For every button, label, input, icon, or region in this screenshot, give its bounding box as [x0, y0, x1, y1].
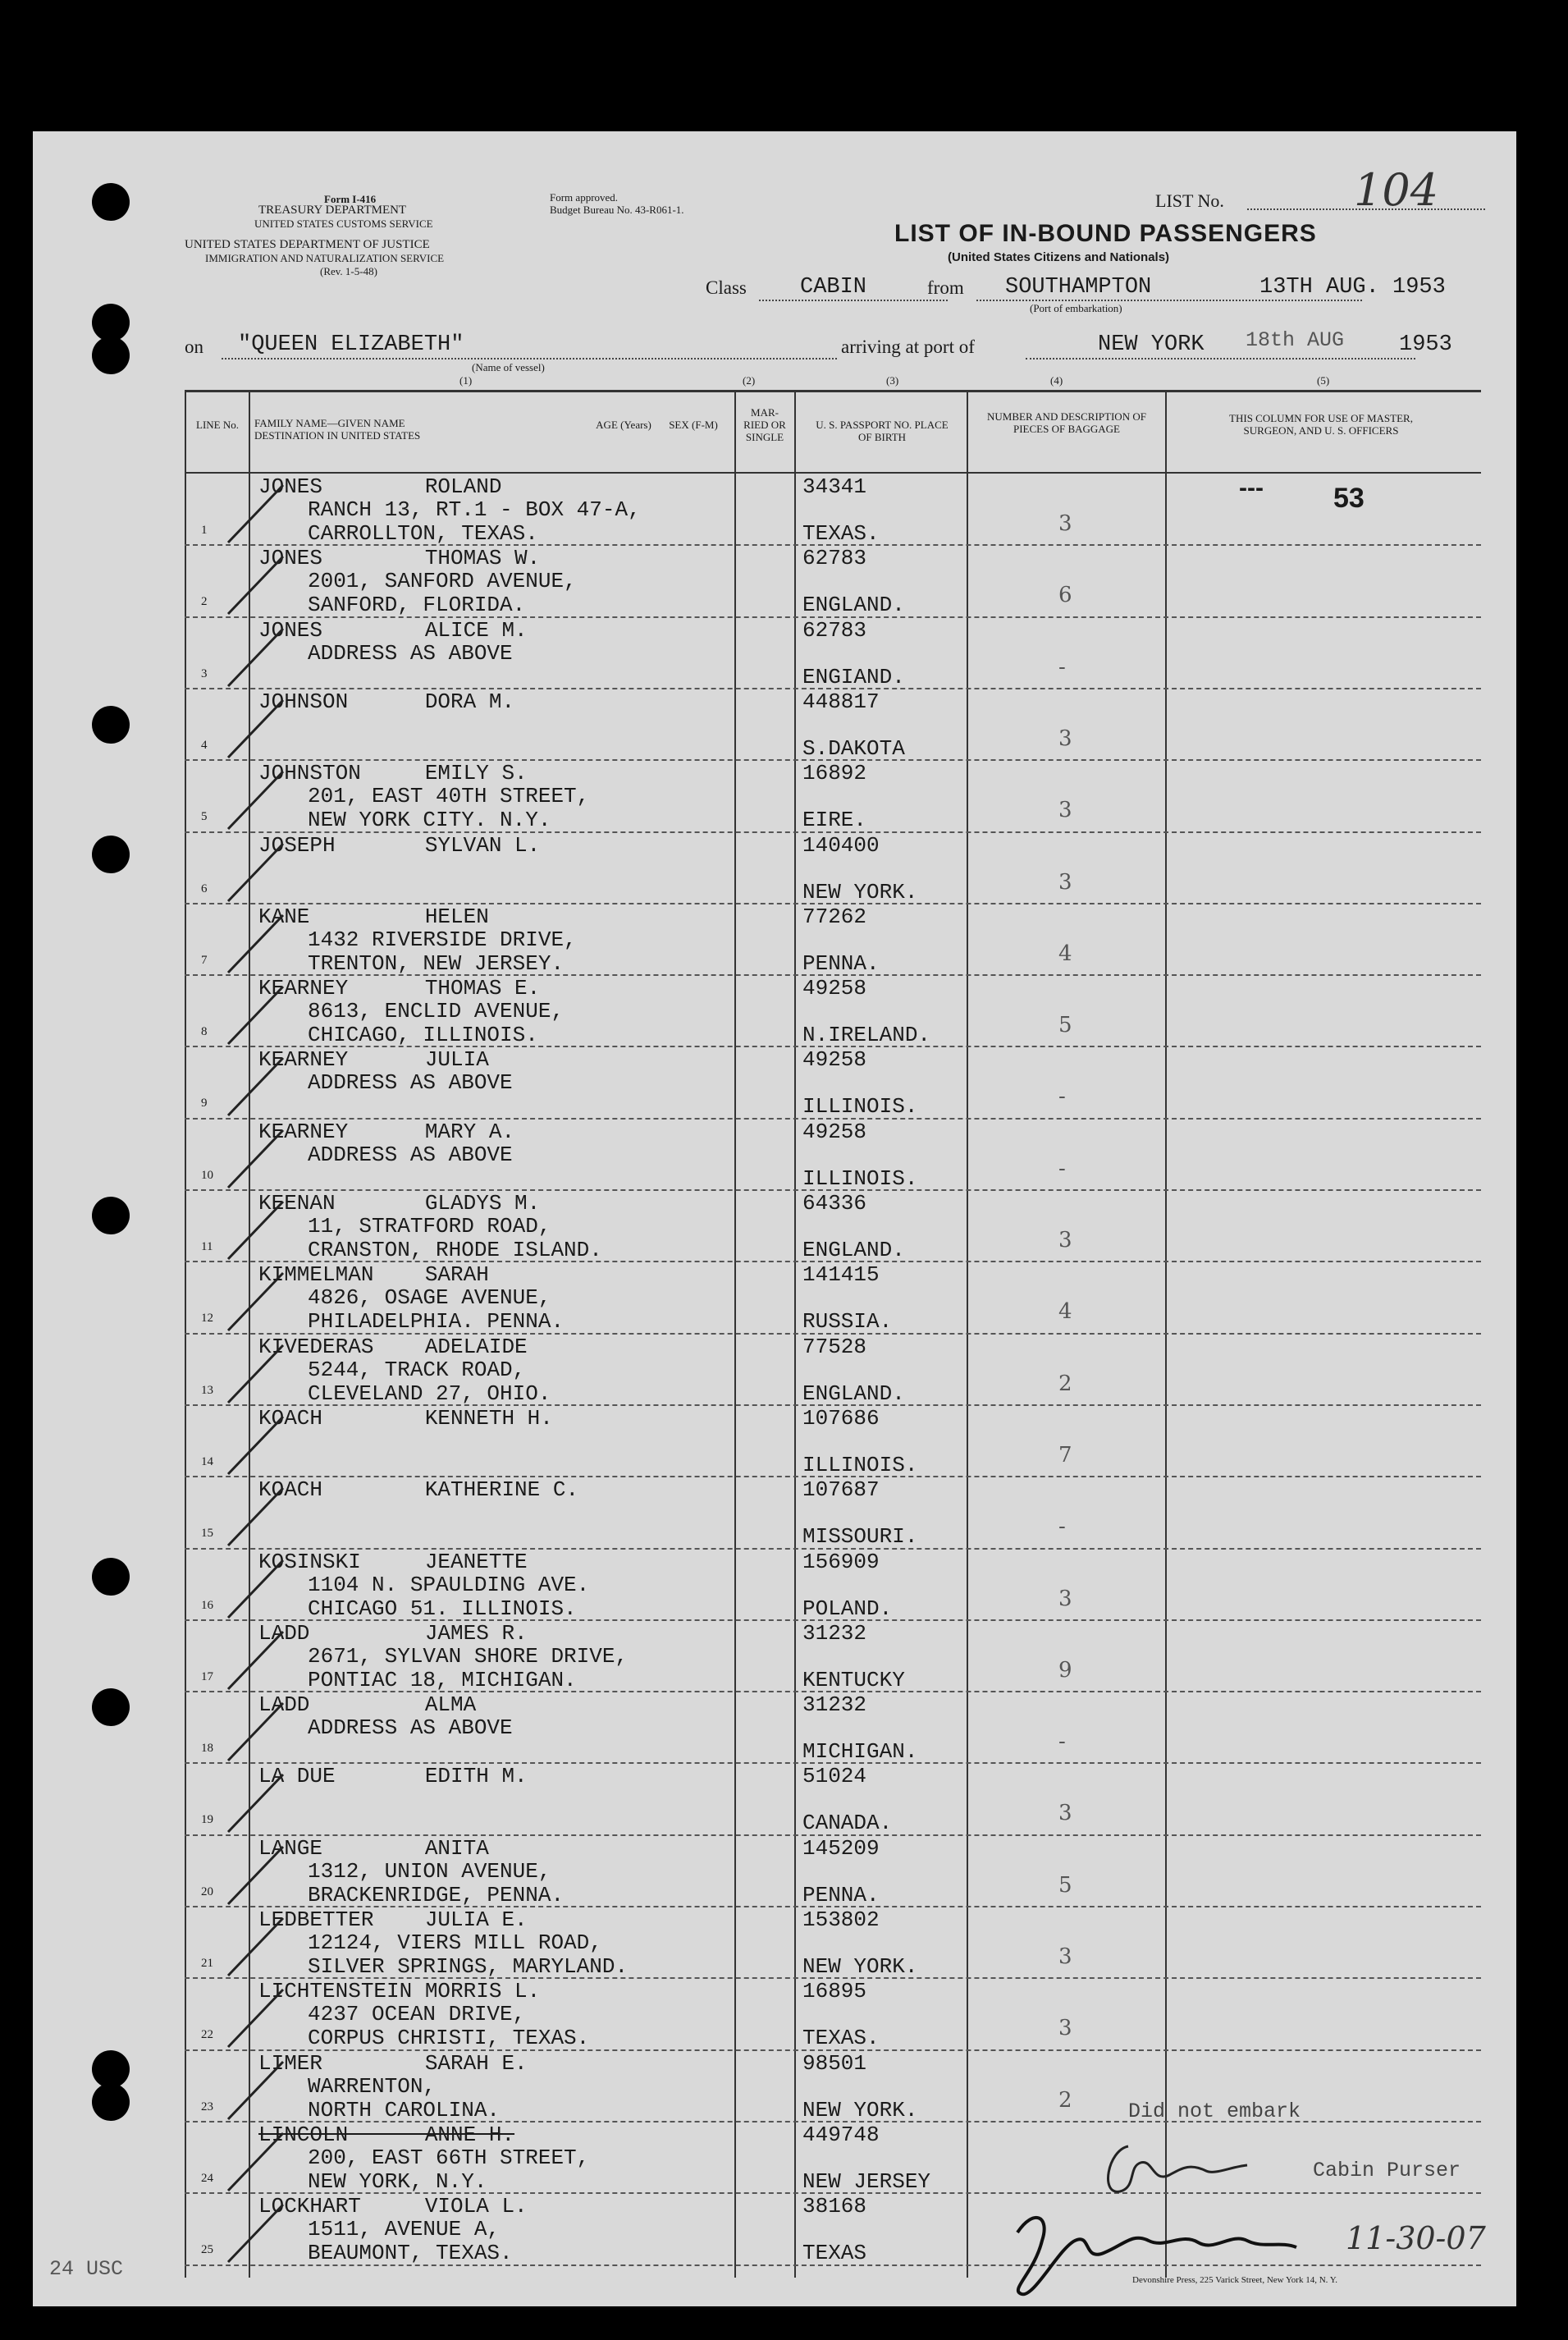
baggage-count: 5: [1058, 1013, 1072, 1038]
passenger-address-1: ADDRESS AS ABOVE: [308, 1715, 513, 1741]
passenger-address-1: 201, EAST 40TH STREET,: [308, 784, 590, 809]
arrival-year: 1953: [1399, 332, 1452, 357]
baggage-count: -: [1058, 1156, 1066, 1181]
col-header-married: MAR-RIED OR SINGLE: [743, 406, 786, 443]
baggage-count: 6: [1058, 583, 1072, 608]
col-num-4: (4): [1050, 374, 1063, 387]
check-mark: [222, 1554, 295, 1628]
col-header-name: FAMILY NAME—GIVEN NAME DESTINATION IN UNITED STATES: [254, 417, 421, 442]
col-header-line: LINE No.: [196, 419, 239, 431]
passenger-address-2: PHILADELPHIA. PENNA.: [308, 1309, 565, 1335]
passport-number: 16895: [802, 1979, 867, 2004]
passport-number: 31232: [802, 1620, 867, 1646]
place-of-birth: ILLINOIS.: [802, 1452, 918, 1477]
list-no-label: LIST No.: [1155, 190, 1224, 211]
passenger-name: JONES ROLAND: [258, 474, 502, 499]
line-number: 2: [201, 595, 208, 609]
baggage-count: 9: [1058, 1657, 1072, 1683]
baggage-count: 2: [1058, 2087, 1072, 2113]
passenger-name: JONES THOMAS W.: [258, 546, 541, 571]
place-of-birth: S.DAKOTA: [802, 735, 905, 761]
check-mark: [222, 980, 295, 1054]
passport-number: 153802: [802, 1907, 880, 1932]
place-of-birth: CANADA.: [802, 1811, 893, 1836]
line-number: 20: [201, 1884, 213, 1898]
line-number: 23: [201, 2100, 213, 2113]
corner-note: 24 USC: [49, 2257, 124, 2281]
line-number: 15: [201, 1527, 213, 1541]
baggage-count: -: [1058, 654, 1066, 680]
passport-number: 449748: [802, 2122, 880, 2147]
passenger-address-2: CRANSTON, RHODE ISLAND.: [308, 1238, 602, 1262]
passenger-name: LOCKHART VIOLA L.: [258, 2194, 528, 2219]
passport-number: 141415: [802, 1262, 880, 1288]
passenger-address-2: CORPUS CHRISTI, TEXAS.: [308, 2026, 590, 2051]
passenger-name: JOHNSON DORA M.: [258, 689, 515, 714]
printer-note: Devonshire Press, 225 Varick Street, New York 14, N. Y.: [1132, 2275, 1338, 2285]
passenger-address-2: CLEVELAND 27, OHIO.: [308, 1381, 551, 1406]
line-number: 5: [201, 810, 208, 824]
check-mark: [222, 1051, 295, 1125]
place-of-birth: ILLINOIS.: [802, 1165, 918, 1191]
col-num-2: (2): [743, 374, 756, 387]
line-number: 9: [201, 1097, 208, 1110]
passenger-address-1: ADDRESS AS ABOVE: [308, 1142, 513, 1167]
passport-number: 49258: [802, 1119, 867, 1144]
place-of-birth: ENGIAND.: [802, 664, 905, 689]
line-number: 3: [201, 666, 208, 680]
check-mark: [222, 1625, 295, 1699]
class-line: [759, 300, 948, 301]
baggage-count: 3: [1058, 726, 1072, 751]
passenger-address-1: ADDRESS AS ABOVE: [308, 640, 513, 666]
passport-number: 51024: [802, 1764, 867, 1789]
passport-number: 31232: [802, 1692, 867, 1718]
passenger-address-2: SILVER SPRINGS, MARYLAND.: [308, 1954, 629, 1979]
passenger-address-2: CARROLLTON, TEXAS.: [308, 521, 538, 546]
passenger-name: JOHNSTON EMILY S.: [258, 761, 528, 786]
check-mark: [222, 1481, 295, 1555]
passenger-name: JONES ALICE M.: [258, 617, 528, 643]
place-of-birth: PENNA.: [802, 1882, 880, 1907]
col-header-passport: U. S. PASSPORT NO. PLACE OF BIRTH: [816, 419, 949, 443]
line-number: 13: [201, 1383, 213, 1397]
document-title: LIST OF IN-BOUND PASSENGERS: [894, 220, 1317, 247]
form-number: Form I-416: [324, 193, 377, 205]
passenger-address-1: 12124, VIERS MILL ROAD,: [308, 1930, 602, 1955]
class-value: CABIN: [800, 275, 867, 300]
manifest-page: [33, 131, 1516, 2306]
arriving-label: arriving at port of: [841, 337, 975, 357]
baggage-count: -: [1058, 1514, 1066, 1540]
document-subtitle: (United States Citizens and Nationals): [948, 250, 1170, 264]
passport-number: 448817: [802, 689, 880, 714]
passenger-name: LADD ALMA: [258, 1692, 477, 1718]
budget-bureau: Budget Bureau No. 43-R061-1.: [550, 204, 684, 216]
punch-hole: [92, 337, 130, 374]
form-approved: Form approved.: [550, 191, 619, 204]
baggage-count: 5: [1058, 1872, 1072, 1898]
passenger-name: LINCOLN ANNE H.: [258, 2122, 515, 2147]
passport-number: 62783: [802, 617, 867, 643]
col-header-officers: THIS COLUMN FOR USE OF MASTER, SURGEON, AND U. S. OFFICERS: [1229, 412, 1413, 437]
purser-signature: [1109, 2146, 1247, 2191]
passenger-address-1: 4826, OSAGE AVENUE,: [308, 1285, 551, 1311]
passenger-name: KEARNEY JULIA: [258, 1047, 489, 1073]
check-mark: [222, 837, 295, 911]
baggage-count: 3: [1058, 1944, 1072, 1969]
passenger-address-1: 1312, UNION AVENUE,: [308, 1858, 551, 1884]
vessel-name: "QUEEN ELIZABETH": [238, 332, 464, 357]
punch-hole: [92, 1688, 130, 1726]
passenger-address-1: 2671, SYLVAN SHORE DRIVE,: [308, 1643, 629, 1669]
passenger-name: KIMMELMAN SARAH: [258, 1262, 489, 1288]
line-number: 6: [201, 882, 208, 895]
baggage-count: -: [1058, 1729, 1066, 1755]
place-of-birth: POLAND.: [802, 1596, 893, 1621]
revision-date: (Rev. 1-5-48): [320, 265, 377, 277]
punch-hole: [92, 1558, 130, 1596]
list-number: 104: [1354, 164, 1439, 216]
passenger-address-2: TRENTON, NEW JERSEY.: [308, 950, 565, 976]
passenger-name: KOSINSKI JEANETTE: [258, 1549, 528, 1574]
col-num-3: (3): [886, 374, 899, 387]
line-number: 16: [201, 1598, 213, 1612]
line-number: 1: [201, 524, 208, 537]
on-label: on: [185, 337, 203, 357]
passenger-address-1: 1432 RIVERSIDE DRIVE,: [308, 927, 577, 952]
passport-number: 49258: [802, 976, 867, 1001]
baggage-count: 3: [1058, 1801, 1072, 1826]
place-of-birth: MICHIGAN.: [802, 1739, 918, 1765]
check-mark: [222, 550, 295, 624]
check-mark: [222, 1768, 295, 1842]
place-of-birth: ENGLAND.: [802, 1381, 905, 1406]
check-mark: [222, 2127, 295, 2200]
place-of-birth: NEW JERSEY: [802, 2168, 931, 2194]
place-of-birth: NEW YORK.: [802, 879, 918, 904]
check-mark: [222, 2055, 295, 2129]
passenger-address-1: 5244, TRACK ROAD,: [308, 1357, 526, 1382]
line-number: 11: [201, 1240, 213, 1253]
col-num-1: (1): [459, 374, 473, 387]
passport-number: 140400: [802, 832, 880, 858]
check-mark: [222, 1266, 295, 1340]
line-number: 22: [201, 2028, 213, 2042]
passenger-address-2: NORTH CAROLINA.: [308, 2097, 501, 2122]
purser-label: Cabin Purser: [1313, 2159, 1461, 2182]
place-of-birth: TEXAS.: [802, 2026, 880, 2051]
passport-number: 64336: [802, 1191, 867, 1216]
arrival-port: NEW YORK: [1098, 332, 1205, 357]
passenger-address-2: CHICAGO, ILLINOIS.: [308, 1023, 538, 1048]
passport-number: 16892: [802, 761, 867, 786]
line-number: 24: [201, 2171, 213, 2185]
line-number: 7: [201, 953, 208, 967]
place-of-birth: ENGLAND.: [802, 593, 905, 618]
place-of-birth: RUSSIA.: [802, 1309, 893, 1335]
check-mark: [222, 1912, 295, 1985]
place-of-birth: TEXAS: [802, 2241, 867, 2266]
from-line: [976, 300, 1362, 301]
passenger-name: KOACH KATHERINE C.: [258, 1477, 579, 1503]
passenger-address-2: PONTIAC 18, MICHIGAN.: [308, 1667, 577, 1692]
officer-signature: [1017, 2218, 1296, 2294]
passenger-name: LIMER SARAH E.: [258, 2050, 528, 2076]
line-number: 4: [201, 738, 208, 752]
punch-hole: [92, 183, 130, 221]
line-number: 19: [201, 1813, 213, 1827]
passenger-name: LA DUE EDITH M.: [258, 1764, 528, 1789]
place-of-birth: NEW YORK.: [802, 1954, 918, 1979]
place-of-birth: N.IRELAND.: [802, 1023, 931, 1048]
passenger-name: KEARNEY THOMAS E.: [258, 976, 541, 1001]
did-not-embark-note: Did not embark: [1128, 2100, 1301, 2123]
vessel-line: [222, 358, 837, 359]
passenger-address-1: 2001, SANFORD AVENUE,: [308, 569, 577, 594]
passenger-address-1: ADDRESS AS ABOVE: [308, 1070, 513, 1096]
passenger-address-2: NEW YORK CITY. N.Y.: [308, 808, 551, 833]
baggage-count: 4: [1058, 941, 1072, 966]
baggage-count: 3: [1058, 869, 1072, 895]
check-mark: [222, 694, 295, 767]
port-line: [1026, 358, 1415, 359]
passport-number: 49258: [802, 1047, 867, 1073]
vessel-note: (Name of vessel): [472, 361, 545, 373]
table-header-border: [185, 472, 1481, 474]
passenger-name: KIVEDERAS ADELAIDE: [258, 1334, 528, 1359]
check-mark: [222, 1840, 295, 1914]
justice-department: UNITED STATES DEPARTMENT OF JUSTICE: [185, 238, 430, 251]
line-number: 17: [201, 1669, 213, 1683]
punch-hole: [92, 1197, 130, 1234]
check-mark: [222, 1410, 295, 1484]
check-mark: [222, 1697, 295, 1770]
check-mark: [222, 1195, 295, 1269]
from-label: from: [927, 277, 964, 298]
col-header-baggage: NUMBER AND DESCRIPTION OF PIECES OF BAGGAGE: [987, 410, 1146, 435]
passenger-name: LADD JAMES R.: [258, 1620, 528, 1646]
line-number: 18: [201, 1742, 213, 1756]
check-mark: [222, 765, 295, 839]
line-number: 12: [201, 1312, 213, 1326]
embarkation-port: SOUTHAMPTON: [1005, 275, 1152, 300]
passenger-name: JOSEPH SYLVAN L.: [258, 832, 541, 858]
passport-number: 77262: [802, 904, 867, 929]
passport-number: 107687: [802, 1477, 880, 1503]
officer-mark: ---: [1239, 474, 1264, 501]
line-number: 8: [201, 1025, 208, 1039]
baggage-count: 3: [1058, 1586, 1072, 1611]
passport-number: 38168: [802, 2194, 867, 2219]
signature-date: 11-30-07: [1346, 2220, 1486, 2256]
passenger-name: LEDBETTER JULIA E.: [258, 1907, 528, 1932]
passenger-name: LICHTENSTEIN MORRIS L.: [258, 1979, 541, 2004]
place-of-birth: MISSOURI.: [802, 1524, 918, 1550]
passenger-address-2: CHICAGO 51. ILLINOIS.: [308, 1596, 577, 1621]
passenger-address-1: RANCH 13, RT.1 - BOX 47-A,: [308, 497, 641, 522]
place-of-birth: PENNA.: [802, 950, 880, 976]
line-number: 25: [201, 2243, 213, 2257]
check-mark: [222, 1983, 295, 2057]
passenger-address-1: 200, EAST 66TH STREET,: [308, 2145, 590, 2170]
embarkation-date: 13TH AUG. 1953: [1259, 275, 1446, 300]
check-mark: [222, 1124, 295, 1197]
passenger-name: KANE HELEN: [258, 904, 489, 929]
check-mark: [222, 622, 295, 696]
baggage-count: 7: [1058, 1442, 1072, 1468]
punch-hole: [92, 2083, 130, 2121]
passport-number: 145209: [802, 1835, 880, 1861]
place-of-birth: KENTUCKY: [802, 1667, 905, 1692]
baggage-count: -: [1058, 1084, 1066, 1110]
passenger-name: KEARNEY MARY A.: [258, 1119, 515, 1144]
ins-service: IMMIGRATION AND NATURALIZATION SERVICE: [205, 252, 445, 264]
check-mark: [222, 2198, 295, 2272]
passenger-name: KEENAN GLADYS M.: [258, 1191, 541, 1216]
department-name: TREASURY DEPARTMENT: [258, 204, 407, 217]
place-of-birth: ENGLAND.: [802, 1238, 905, 1262]
table-top-border: [185, 390, 1481, 392]
passport-number: 77528: [802, 1334, 867, 1359]
col-header-sex: SEX (F-M): [669, 419, 718, 431]
passenger-address-2: BEAUMONT, TEXAS.: [308, 2241, 513, 2266]
passenger-address-2: BRACKENRIDGE, PENNA.: [308, 1882, 565, 1907]
passenger-address-1: 11, STRATFORD ROAD,: [308, 1214, 551, 1239]
col-num-5: (5): [1317, 374, 1330, 387]
check-mark: [222, 479, 295, 552]
class-label: Class: [706, 277, 747, 298]
line-number: 21: [201, 1957, 213, 1970]
passport-number: 98501: [802, 2050, 867, 2076]
passport-number: 156909: [802, 1549, 880, 1574]
passport-number: 62783: [802, 546, 867, 571]
col-header-age: AGE (Years): [596, 419, 651, 431]
passenger-address-1: 1511, AVENUE A,: [308, 2217, 501, 2242]
check-mark: [222, 1339, 295, 1413]
purser-signatures: [985, 2118, 1411, 2306]
place-of-birth: ILLINOIS.: [802, 1094, 918, 1120]
place-of-birth: EIRE.: [802, 808, 867, 833]
baggage-count: 3: [1058, 798, 1072, 823]
passenger-name: LANGE ANITA: [258, 1835, 489, 1861]
place-of-birth: TEXAS.: [802, 521, 880, 546]
arrival-date: 18th AUG: [1246, 328, 1345, 352]
place-of-birth: NEW YORK.: [802, 2097, 918, 2122]
passenger-name: KOACH KENNETH H.: [258, 1405, 553, 1431]
baggage-count: 3: [1058, 1228, 1072, 1252]
passport-number: 34341: [802, 474, 867, 499]
baggage-count: 4: [1058, 1299, 1072, 1325]
line-number: 10: [201, 1168, 213, 1182]
baggage-count: 2: [1058, 1371, 1072, 1396]
embarkation-note: (Port of embarkation): [1030, 302, 1122, 314]
check-mark: [222, 909, 295, 982]
passenger-address-2: NEW YORK, N.Y.: [308, 2168, 487, 2194]
punch-hole: [92, 706, 130, 744]
passenger-address-1: 1104 N. SPAULDING AVE.: [308, 1572, 590, 1597]
line-number: 14: [201, 1454, 213, 1468]
baggage-count: 3: [1058, 511, 1072, 536]
passenger-count: 53: [1333, 483, 1365, 514]
passenger-address-1: 8613, ENCLID AVENUE,: [308, 999, 565, 1024]
passenger-address-1: WARRENTON,: [308, 2073, 437, 2099]
passport-number: 107686: [802, 1405, 880, 1431]
passenger-address-2: SANFORD, FLORIDA.: [308, 593, 526, 618]
punch-hole: [92, 836, 130, 873]
baggage-count: 3: [1058, 2016, 1072, 2041]
passenger-address-1: 4237 OCEAN DRIVE,: [308, 2002, 526, 2027]
customs-service: UNITED STATES CUSTOMS SERVICE: [254, 218, 433, 230]
